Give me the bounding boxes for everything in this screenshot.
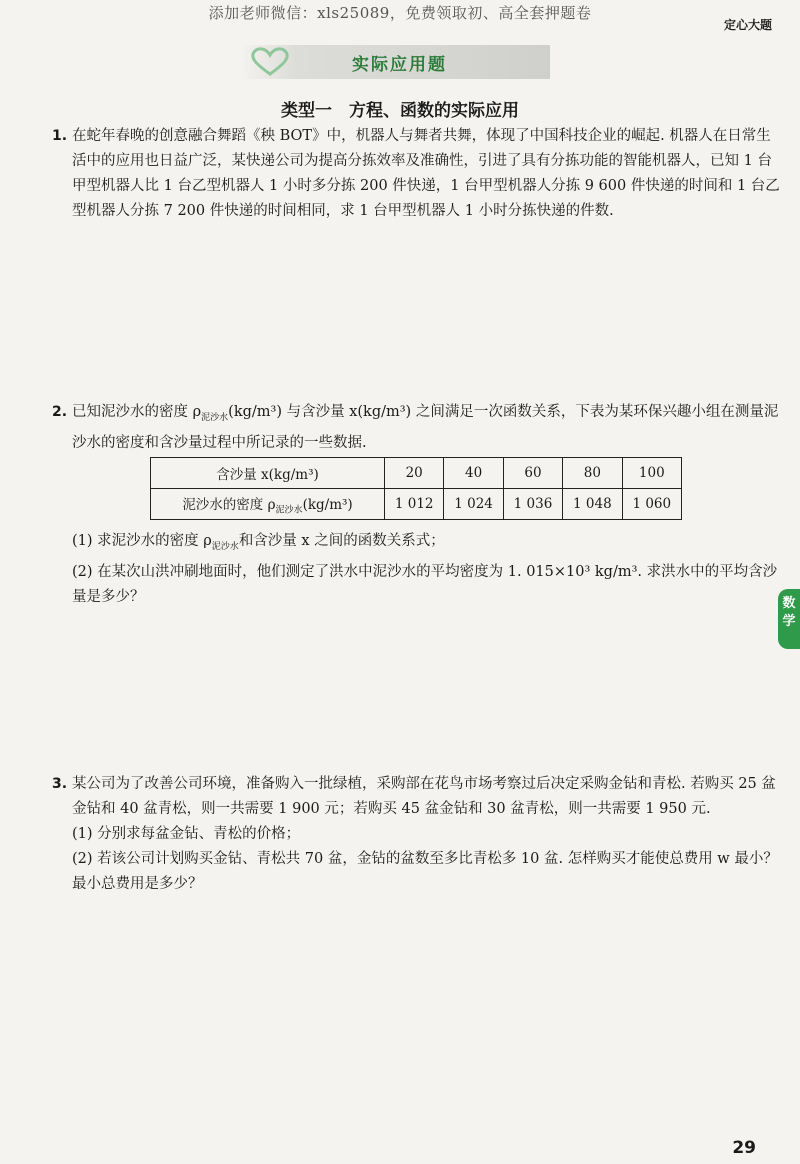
heart-outline-icon bbox=[248, 46, 292, 82]
table-header-cell: 泥沙水的密度 $\rho_{泥沙水}(kg/m^3)$ bbox=[151, 489, 385, 520]
subquestion-2: (2) 若该公司计划购买金钻、青松共 70 盆，金钻的盆数至多比青松多 10 盆. 怎样购买才能使总费用 w 最小？最小总费用是多少？ bbox=[72, 851, 778, 892]
table-cell: 20 bbox=[385, 458, 444, 489]
question-2 bbox=[52, 400, 782, 456]
table-cell: 1 036 bbox=[503, 489, 562, 520]
subquestion-2: (2) 在某次山洪冲刷地面时，他们测定了洪水中泥沙水的平均密度为 1. 015×10³ kg/m³. 求洪水中的平均含沙量是多少？ bbox=[72, 563, 778, 605]
data-table bbox=[150, 457, 682, 520]
question-3 bbox=[52, 772, 782, 897]
table-header-cell: 含沙量 x(kg/m³) bbox=[151, 458, 385, 489]
question-number: 1. bbox=[52, 128, 68, 144]
watermark-text: 添加老师微信：xls25089，免费领取初、高全套押题卷 bbox=[208, 4, 592, 22]
section-banner bbox=[240, 45, 550, 79]
table-cell: 40 bbox=[444, 458, 503, 489]
question-text: 已知泥沙水的密度 $\rho_{泥沙水}(kg/m^3)$ 与含沙量 x(kg/m³) 之间满足一次函数关系，下表为某环保兴趣小组在测量泥沙水的密度和含沙量过程中所记录的一些数据. bbox=[72, 404, 779, 451]
question-2-subparts bbox=[52, 529, 782, 610]
table-cell: 1 048 bbox=[563, 489, 622, 520]
section-title: 类型一 方程、函数的实际应用 bbox=[281, 101, 519, 121]
table-row bbox=[151, 458, 682, 489]
question-text: 某公司为了改善公司环境，准备购入一批绿植，采购部在花鸟市场考察过后决定采购金钻和青松. 若购买 25 盆金钻和 40 盆青松，则一共需要 1 900 元；若购买 45 盆金钻和 30 盆青松，则一共需要 1 950 元. bbox=[72, 776, 776, 817]
question-number: 3. bbox=[52, 776, 68, 792]
subquestion-1: (1) 分别求每盆金钻、青松的价格； bbox=[72, 826, 301, 842]
question-1 bbox=[52, 124, 782, 224]
question-number: 2. bbox=[52, 404, 68, 420]
table-cell: 60 bbox=[503, 458, 562, 489]
table-cell: 80 bbox=[563, 458, 622, 489]
page-number: 29 bbox=[732, 1138, 756, 1158]
banner-title: 实际应用题 bbox=[352, 55, 447, 75]
header-category: 定心大题 bbox=[723, 18, 772, 32]
subquestion-1: (1) 求泥沙水的密度 $\rho_{泥沙水}$和含沙量 x 之间的函数关系式； bbox=[72, 533, 445, 552]
table-row bbox=[151, 489, 682, 520]
table-cell: 100 bbox=[622, 458, 681, 489]
table-cell: 1 060 bbox=[622, 489, 681, 520]
question-text: 在蛇年春晚的创意融合舞蹈《秧 BOT》中，机器人与舞者共舞，体现了中国科技企业的崛起. 机器人在日常生活中的应用也日益广泛，某快递公司为提高分拣效率及准确性，引进了具有分拣功能的智能机器人，已知 1 台甲型机器人比 1 台乙型机器人 1 小时多分拣 200 件快递，1 台甲型机器人分拣 9 600 件快递的时间和 1 台乙型机器人分拣 7 200 件快递的时间相同，求 1 台甲型机器人 1 小时分拣快递的件数. bbox=[72, 128, 780, 219]
table-cell: 1 012 bbox=[385, 489, 444, 520]
subject-side-tab: 数学 bbox=[778, 589, 800, 649]
table-cell: 1 024 bbox=[444, 489, 503, 520]
